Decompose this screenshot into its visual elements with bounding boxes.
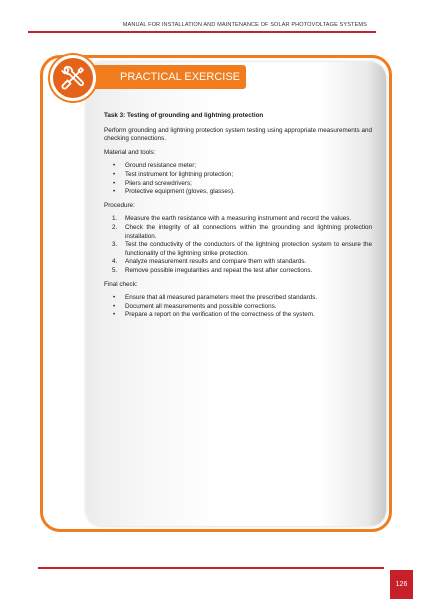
list-item: • Protective equipment (gloves, glasses). [113, 188, 235, 196]
list-item: • Pliers and screwdrivers; [113, 179, 192, 187]
materials-list [104, 162, 372, 196]
running-header: MANUAL FOR INSTALLATION AND MAINTENANCE OF SOLAR PHOTOVOLTAGE SYSTEMS [122, 22, 367, 28]
procedure-step: 3. Test the conductivity of the conductors of the lightning protection system to ensure the functionality of the lightning strike protection. [112, 241, 372, 257]
procedure-step: 1. Measure the earth resistance with a measuring instrument and record the values. [112, 215, 352, 223]
final-check-label: Final check: [104, 280, 138, 288]
list-item: • Ensure that all measured parameters meet the prescribed standards. [113, 294, 318, 302]
list-item: • Ground resistance meter; [113, 162, 197, 170]
exercise-content [104, 112, 372, 325]
procedure-list [104, 215, 372, 275]
procedure-step: 2. Check the integrity of all connections within the grounding and lightning protection installation. [112, 223, 372, 240]
footer-rule [38, 567, 384, 569]
procedure-step: 4. Analyze measurement results and compare them with standards. [112, 258, 307, 266]
procedure-label: Procedure: [104, 201, 135, 209]
materials-label: Material and tools: [104, 148, 156, 156]
task-title: Task 3: Testing of grounding and lightning protection [104, 112, 264, 119]
header-rule [28, 31, 376, 33]
tools-badge [50, 55, 96, 101]
list-item: • Document all measurements and possible corrections. [113, 302, 277, 310]
page-number: 126 [390, 570, 413, 599]
final-check-list [104, 294, 372, 320]
card-title: PRACTICAL EXERCISE [94, 65, 246, 89]
wrench-screwdriver-icon [59, 64, 87, 92]
list-item: • Prepare a report on the verification of the correctness of the system. [113, 311, 315, 319]
list-item: • Test instrument for lightning protection; [113, 170, 234, 178]
procedure-step: 5. Remove possible irregularities and repeat the test after corrections. [112, 266, 313, 274]
task-intro: Perform grounding and lightning protection system testing using appropriate measurements and checking connections. [104, 126, 372, 143]
